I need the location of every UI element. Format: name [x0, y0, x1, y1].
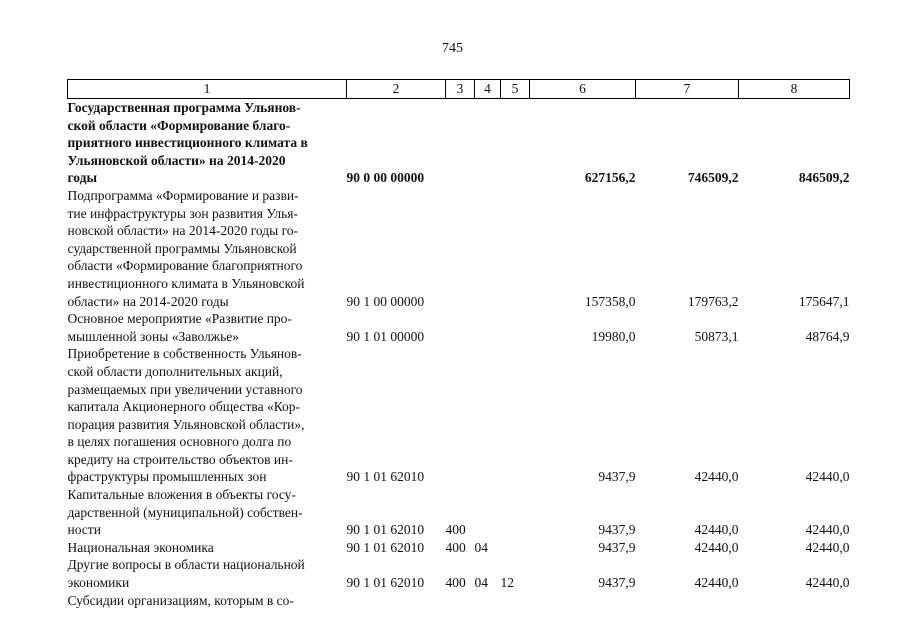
- row-value-8: 175647,1: [798, 293, 850, 309]
- column-header-6: 6: [530, 80, 636, 99]
- row-value-6: 19980,0: [591, 328, 636, 344]
- row-value-7: 42440,0: [694, 575, 739, 591]
- header-row: [68, 80, 850, 99]
- row-col5: [501, 310, 530, 345]
- row-col3: [446, 310, 475, 345]
- row-value-8: 42440,0: [805, 522, 850, 538]
- row-col5: [501, 99, 530, 187]
- budget-table: [67, 79, 850, 609]
- column-header-3: 3: [446, 80, 475, 99]
- row-code: 90 1 01 62010: [346, 522, 425, 538]
- row-value-6: 9437,9: [598, 575, 636, 591]
- row-col3: 400: [445, 539, 466, 555]
- row-value-8: 42440,0: [805, 469, 850, 485]
- row-code: 90 1 01 62010: [346, 575, 425, 591]
- row-col3: [446, 99, 475, 187]
- row-value-7: 42440,0: [694, 522, 739, 538]
- row-code: 90 1 00 00000: [346, 293, 425, 309]
- table-row: [68, 187, 850, 310]
- row-value-6: 157358,0: [584, 293, 636, 309]
- row-code: 90 1 01 62010: [346, 539, 425, 555]
- row-description: Капитальные вложения в объекты госу- дарственной (муниципальной) собствен- ности: [67, 487, 303, 538]
- row-col3: 400: [445, 575, 466, 591]
- row-value-7: 42440,0: [694, 469, 739, 485]
- table-row: [68, 539, 850, 557]
- row-value-6: 9437,9: [598, 539, 636, 555]
- row-value-7: 50873,1: [694, 328, 739, 344]
- column-header-1: 1: [68, 80, 347, 99]
- table-row: [68, 99, 850, 187]
- row-description: Приобретение в собственность Ульянов- ской области дополнительных акций, размещаемых при увеличении уставного капитала Акционерного общества «Кор- порация развития Ульяновской области», в целях погашения основного долга по кредиту на строительство объектов ин- фраструктуры промышленных зон: [67, 346, 305, 485]
- row-col5: 12: [500, 575, 514, 591]
- row-description: Другие вопросы в области национальной экономики: [67, 557, 305, 591]
- row-col4: [475, 310, 501, 345]
- row-col4: [475, 486, 501, 539]
- page-number: 745: [442, 41, 463, 56]
- row-value-8: 48764,9: [805, 328, 850, 344]
- table-row: [68, 486, 850, 539]
- row-col5: [501, 486, 530, 539]
- row-col4: 04: [474, 539, 488, 555]
- table-row: [68, 556, 850, 591]
- row-value-8: 42440,0: [805, 575, 850, 591]
- table-row: [68, 345, 850, 486]
- row-col4: [475, 345, 501, 486]
- row-col4: 04: [474, 575, 488, 591]
- row-description: Основное мероприятие «Развитие про- мышленной зоны «Заволжье»: [67, 311, 292, 344]
- column-header-5: 5: [501, 80, 530, 99]
- row-value-6: 627156,2: [584, 170, 636, 186]
- column-header-4: 4: [475, 80, 501, 99]
- row-col4: [475, 99, 501, 187]
- row-code: 90 0 00 00000: [346, 170, 425, 186]
- column-header-7: 7: [636, 80, 739, 99]
- row-code: 90 1 01 62010: [346, 469, 425, 485]
- row-col4: [475, 187, 501, 310]
- row-value-6: 9437,9: [598, 469, 636, 485]
- row-col3: [446, 345, 475, 486]
- row-value-7: 42440,0: [694, 539, 739, 555]
- row-description: Национальная экономика: [67, 539, 214, 555]
- row-col5: [501, 539, 530, 557]
- row-description: Субсидии организациям, которым в со-: [67, 592, 294, 608]
- column-header-2: 2: [347, 80, 446, 99]
- table-row-truncated: [68, 592, 850, 610]
- row-col5: [501, 345, 530, 486]
- row-value-8: 846509,2: [798, 170, 850, 186]
- row-value-7: 746509,2: [687, 170, 739, 186]
- row-col3: [446, 187, 475, 310]
- row-description: Подпрограмма «Формирование и разви- тие инфраструктуры зон развития Улья- новской области» на 2014-2020 годы го- сударственной программы Ульяновской области «Формирование благоприятного инвестиционного климата в Ульяновской области» на 2014-2020 годы: [67, 187, 305, 309]
- row-value-7: 179763,2: [687, 293, 739, 309]
- row-value-8: 42440,0: [805, 539, 850, 555]
- row-value-6: 9437,9: [598, 522, 636, 538]
- row-code: 90 1 01 00000: [346, 328, 425, 344]
- column-header-8: 8: [739, 80, 850, 99]
- row-col3: 400: [445, 522, 466, 538]
- row-col5: [501, 187, 530, 310]
- table-row: [68, 310, 850, 345]
- row-description: Государственная программа Ульянов- ской области «Формирование благо- приятного инвестиционного климата в Ульяновской области» на 2014-2020 годы: [67, 100, 308, 186]
